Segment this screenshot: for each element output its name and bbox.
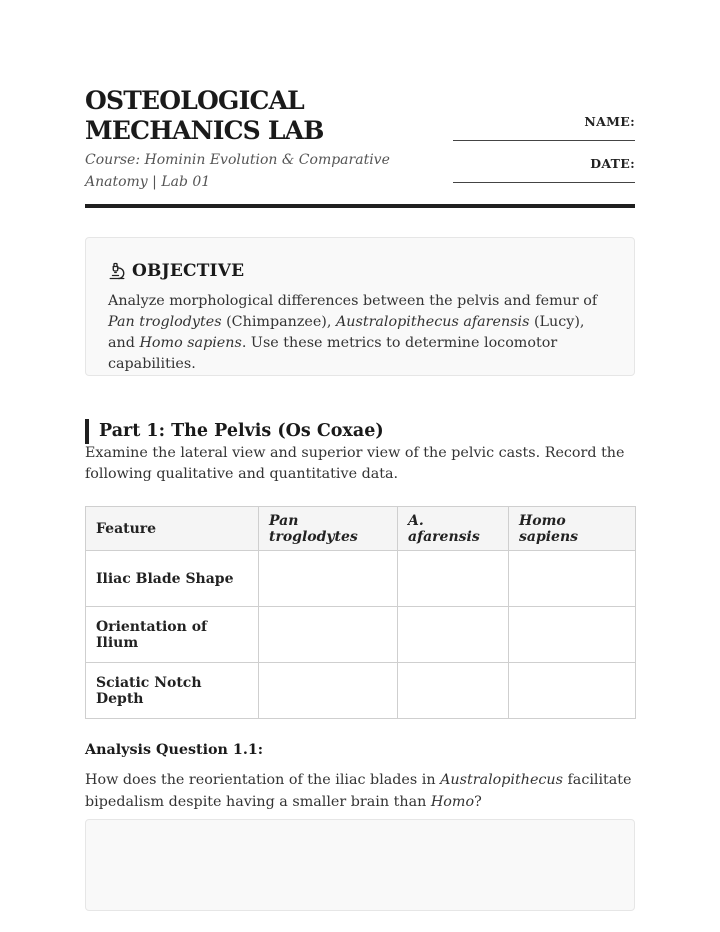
row-feature-label: Orientation of Ilium: [86, 607, 259, 663]
title-line-2: MECHANICS LAB: [85, 116, 324, 145]
data-cell-afarensis[interactable]: [398, 663, 509, 719]
objective-heading: [108, 260, 244, 282]
objective-text-part: (Chimpanzee),: [221, 314, 336, 330]
data-cell-afarensis[interactable]: [398, 607, 509, 663]
table-row: [86, 551, 636, 607]
objective-text-part: Analyze morphological differences between the pelvis and femur of: [108, 293, 598, 309]
objective-title: OBJECTIVE: [132, 261, 245, 281]
objective-text-part: (Lucy), and: [108, 314, 585, 351]
objective-text-part: . Use these metrics to determine locomotor capabilities.: [108, 335, 558, 372]
date-field[interactable]: [453, 156, 635, 183]
question-text-part: ?: [474, 794, 482, 810]
date-label: DATE:: [590, 156, 635, 171]
data-cell-homo[interactable]: [509, 663, 636, 719]
question-text-part: facilitate bipedalism despite having a smaller brain than: [85, 772, 632, 810]
data-cell-pan[interactable]: [259, 551, 398, 607]
course-subtitle: Course: Hominin Evolution & Comparative Anatomy | Lab 01: [85, 152, 390, 190]
data-cell-pan[interactable]: [259, 607, 398, 663]
column-header-afarensis: A. afarensis: [398, 507, 509, 551]
species-pan: Pan troglodytes: [108, 314, 222, 330]
question-text: [85, 769, 633, 813]
data-cell-homo[interactable]: [509, 551, 636, 607]
genus-australopithecus: Australopithecus: [440, 772, 563, 788]
pelvis-data-table: [85, 506, 636, 719]
column-header-feature: Feature: [86, 507, 259, 551]
header-divider: [85, 204, 635, 208]
data-cell-homo[interactable]: [509, 607, 636, 663]
question-text-part: How does the reorientation of the iliac blades in: [85, 772, 441, 788]
species-afarensis: Australopithecus afarensis: [335, 314, 530, 330]
part1-heading: Part 1: The Pelvis (Os Coxae): [85, 419, 384, 444]
part1-intro: Examine the lateral view and superior view of the pelvic casts. Record the following qualitative and quantitative data.: [85, 445, 625, 482]
microscope-icon: [108, 262, 126, 280]
objective-box: [85, 237, 635, 376]
answer-box[interactable]: [85, 819, 635, 911]
page-title: [85, 86, 415, 146]
data-cell-pan[interactable]: [259, 663, 398, 719]
column-header-pan: Pan troglodytes: [259, 507, 398, 551]
table-row: [86, 607, 636, 663]
worksheet-header: [85, 86, 635, 204]
objective-text: [108, 291, 608, 375]
row-feature-label: Sciatic Notch Depth: [86, 663, 259, 719]
table-row: [86, 663, 636, 719]
question-label: Analysis Question 1.1:: [85, 742, 264, 758]
genus-homo: Homo: [430, 794, 475, 810]
name-field[interactable]: [453, 114, 635, 141]
column-header-homo: Homo sapiens: [509, 507, 636, 551]
table-header-row: [86, 507, 636, 551]
name-label: NAME:: [584, 114, 635, 129]
row-feature-label: Iliac Blade Shape: [86, 551, 259, 607]
species-homo: Homo sapiens: [139, 335, 242, 351]
data-cell-afarensis[interactable]: [398, 551, 509, 607]
title-line-1: OSTEOLOGICAL: [85, 86, 304, 115]
